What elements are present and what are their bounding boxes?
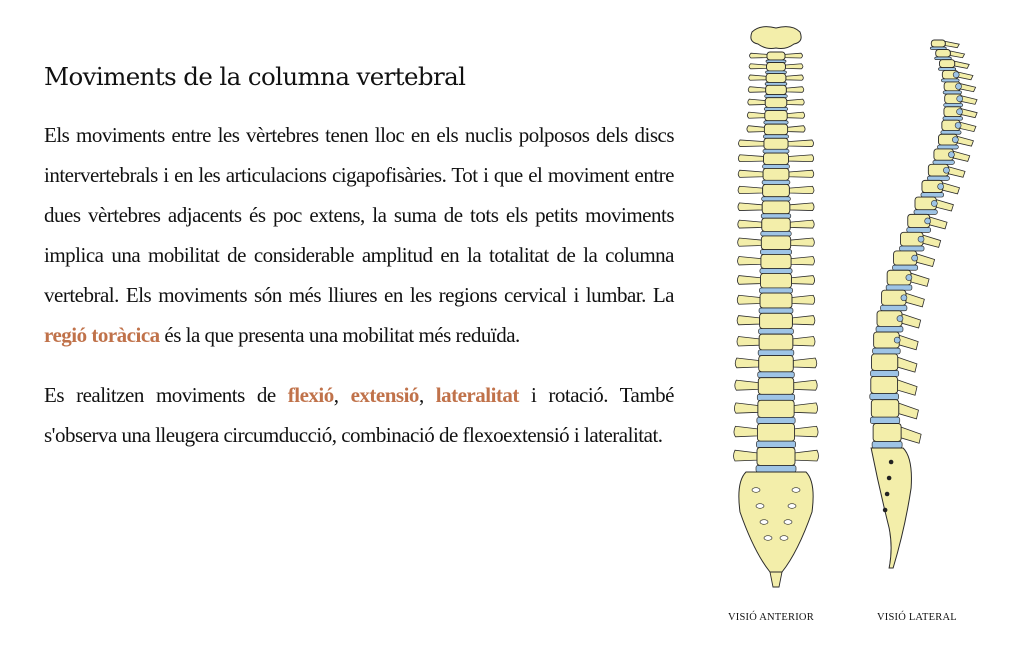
intervertebral-disc (757, 394, 794, 400)
spine-illustration (730, 20, 1000, 620)
vertebra-body-lateral (931, 40, 945, 47)
transverse-process-left (738, 155, 763, 162)
transverse-process-right (791, 238, 815, 246)
foramen (901, 295, 907, 301)
transverse-process-right (787, 112, 805, 118)
spinous-process (898, 357, 917, 372)
paragraph-2 (44, 375, 674, 455)
transverse-process-right (786, 87, 804, 93)
vertebra-body (762, 201, 790, 214)
transverse-process-right (789, 186, 814, 193)
transverse-process-right (788, 155, 813, 162)
spinous-process (953, 151, 969, 161)
transverse-process-left (737, 295, 760, 304)
intervertebral-disc (764, 107, 787, 110)
intervertebral-disc (757, 417, 795, 423)
atlas-vertebra (751, 27, 801, 49)
caption-anterior-view: VISIÓ ANTERIOR (728, 612, 814, 623)
transverse-process-left (738, 257, 761, 265)
intervertebral-disc (760, 268, 792, 273)
intervertebral-disc (760, 250, 791, 255)
intervertebral-disc (759, 288, 792, 293)
vertebra-body (758, 378, 793, 395)
transverse-process-left (734, 450, 758, 461)
sacral-foramen (889, 460, 894, 465)
transverse-process-right (794, 380, 818, 390)
intervertebral-disc-lateral (907, 228, 931, 233)
intervertebral-disc (762, 180, 790, 184)
spinous-process (950, 51, 964, 58)
foramen (943, 167, 949, 173)
vertebra-body-lateral (872, 354, 898, 371)
foramen (918, 236, 924, 242)
foramen (952, 137, 958, 143)
vertebra-body (757, 424, 794, 442)
transverse-process-left (749, 75, 767, 80)
transverse-process-right (787, 99, 805, 105)
intervertebral-disc (756, 466, 796, 473)
foramen (894, 337, 900, 343)
spinous-process (906, 293, 924, 307)
spinous-process (955, 61, 970, 68)
spinous-process (945, 41, 959, 47)
highlight-extension[interactable]: extensió (350, 383, 419, 407)
spinous-process (957, 136, 973, 146)
foramen (957, 109, 963, 115)
intervertebral-disc (762, 197, 791, 201)
intervertebral-disc (763, 135, 788, 139)
transverse-process-left (735, 358, 759, 368)
vertebra-body (767, 52, 785, 60)
paragraph-1-text: Els moviments entre les vèrtebres tenen lloc en els nuclis polposos dels discs intervertebrals i en les articulacions cigapofisàries. Tot i que el moviment entre dues vèrtebres adjacents és poc extens, la suma de tots els petits moviments implica una mobilitat de considerable amplitud en la totalitat de la columna vertebral. Els moviments són més lliures en les regions cervical i lumbar. La (44, 123, 674, 307)
foramen (956, 83, 962, 89)
spinous-process (962, 96, 977, 104)
spinous-process (936, 200, 953, 211)
sacrum (739, 472, 813, 572)
transverse-process-left (748, 87, 766, 93)
vertebra-body (761, 254, 791, 268)
spinous-process (911, 273, 929, 286)
transverse-process-right (791, 257, 814, 265)
vertebra-body (764, 153, 789, 164)
vertebra-body-lateral (936, 50, 951, 57)
transverse-process-left (747, 126, 765, 132)
coccyx (770, 572, 782, 587)
intervertebral-disc (759, 308, 793, 313)
spine-anterior-view (734, 27, 819, 587)
foramen (955, 122, 961, 128)
transverse-process-right (785, 53, 803, 58)
paragraph-2-text: Es realitzen moviments de (44, 383, 288, 407)
foramen (953, 72, 959, 78)
intervertebral-disc-lateral (941, 131, 961, 135)
foramen (897, 316, 903, 322)
intervertebral-disc-lateral (893, 265, 918, 270)
vertebra-body (767, 63, 786, 71)
intervertebral-disc-lateral (941, 79, 959, 82)
spinous-process (961, 84, 976, 92)
transverse-process-left (738, 140, 764, 147)
intervertebral-disc-lateral (871, 370, 899, 376)
vertebra-body (766, 85, 787, 94)
intervertebral-disc (763, 165, 790, 169)
intervertebral-disc-lateral (886, 285, 912, 290)
vertebra-body (765, 98, 786, 108)
spinous-process (917, 254, 935, 267)
transverse-process-right (793, 337, 815, 346)
page-title: Moviments de la columna vertebral (44, 62, 466, 91)
highlight-laterality[interactable]: lateralitat (435, 383, 519, 407)
sacral-foramen (885, 492, 890, 497)
transverse-process-right (795, 426, 819, 437)
transverse-process-left (738, 170, 763, 177)
intervertebral-disc-lateral (944, 103, 963, 106)
intervertebral-disc (761, 231, 791, 236)
vertebra-body (758, 400, 794, 417)
highlight-flexion[interactable]: flexió (287, 383, 334, 407)
spinous-process (960, 122, 976, 131)
transverse-process-left (748, 99, 766, 105)
intervertebral-disc-lateral (914, 210, 937, 215)
paragraph-1 (44, 115, 674, 355)
intervertebral-disc (758, 372, 795, 378)
separator-2: , (418, 383, 436, 407)
intervertebral-disc-lateral (872, 442, 902, 449)
vertebra-body (760, 313, 793, 328)
foramen (906, 275, 912, 281)
intervertebral-disc (763, 149, 789, 153)
sacral-foramen (887, 476, 892, 481)
intervertebral-disc-lateral (881, 305, 907, 310)
transverse-process-right (785, 64, 803, 69)
transverse-process-right (793, 358, 817, 368)
transverse-process-left (734, 403, 758, 413)
intervertebral-disc (759, 329, 794, 334)
foramen (912, 255, 918, 261)
vertebra-body-lateral (871, 400, 898, 418)
vertebra-body (765, 111, 787, 121)
intervertebral-disc-lateral (870, 394, 899, 400)
transverse-process-right (792, 276, 815, 285)
vertebra-body (764, 138, 788, 149)
spinous-process (923, 235, 941, 247)
transverse-process-left (738, 186, 763, 193)
caption-lateral-view: VISIÓ LATERAL (877, 612, 957, 623)
transverse-process-right (786, 75, 804, 80)
vertebra-body (757, 448, 795, 466)
intervertebral-disc (756, 441, 795, 447)
vertebra-body-lateral (939, 60, 954, 68)
spinous-process (899, 335, 918, 349)
transverse-process-left (749, 64, 766, 69)
vertebra-body (766, 74, 786, 83)
spinous-process (899, 403, 919, 419)
vertebra-body (763, 168, 789, 180)
sacrum-lateral (871, 448, 911, 568)
transverse-process-right (794, 403, 818, 413)
transverse-process-left (737, 316, 760, 325)
transverse-process-left (738, 203, 762, 211)
vertebra-body (763, 184, 790, 196)
vertebra-body-lateral (873, 424, 901, 442)
intervertebral-disc (764, 121, 788, 124)
spinous-process (948, 167, 965, 178)
transverse-process-right (790, 220, 814, 228)
foramen (925, 218, 931, 224)
transverse-process-right (792, 295, 815, 304)
spine-lateral-view (870, 40, 977, 568)
highlight-thoracic-region[interactable]: regió toràcica (44, 323, 160, 347)
spinous-process (898, 380, 917, 395)
transverse-process-right (795, 450, 819, 461)
intervertebral-disc-lateral (873, 348, 901, 354)
transverse-process-right (789, 170, 814, 177)
transverse-process-left (738, 220, 762, 228)
spinous-process (902, 314, 921, 328)
intervertebral-disc-lateral (870, 417, 899, 423)
intervertebral-disc-lateral (921, 193, 944, 197)
intervertebral-disc-lateral (943, 117, 963, 121)
intervertebral-disc-lateral (900, 246, 925, 251)
intervertebral-disc (758, 350, 794, 356)
spinous-process (943, 183, 960, 194)
spinous-process (958, 72, 973, 80)
vertebra-body-lateral (871, 376, 898, 393)
transverse-process-left (747, 112, 765, 118)
intervertebral-disc-lateral (876, 326, 903, 332)
transverse-process-right (792, 316, 815, 325)
intervertebral-disc-lateral (943, 91, 961, 94)
intervertebral-disc-lateral (927, 176, 949, 180)
transverse-process-left (735, 380, 759, 390)
spinous-process (962, 109, 978, 118)
intervertebral-disc-lateral (937, 145, 958, 149)
vertebra-body (762, 218, 790, 231)
transverse-process-right (788, 126, 806, 132)
transverse-process-right (790, 203, 814, 211)
transverse-process-right (788, 140, 814, 147)
foramen (931, 200, 937, 206)
foramen (938, 184, 944, 190)
intervertebral-disc (765, 95, 788, 98)
separator-1: , (333, 383, 351, 407)
spinous-process (901, 427, 921, 443)
vertebra-body (759, 356, 794, 372)
spinous-process (930, 217, 947, 229)
paragraph-1-text-end: és la que presenta una mobilitat més reduïda. (159, 323, 520, 347)
vertebra-body (760, 293, 792, 308)
vertebra-body (760, 273, 791, 288)
foramen (948, 152, 954, 158)
vertebra-body (764, 124, 787, 135)
vertebra-body (759, 334, 793, 350)
transverse-process-left (750, 53, 768, 58)
sacral-foramen (883, 508, 888, 513)
transverse-process-left (734, 426, 758, 437)
vertebra-body (761, 236, 790, 250)
transverse-process-left (737, 276, 760, 285)
intervertebral-disc (761, 214, 791, 218)
foramen (957, 96, 963, 102)
intervertebral-disc-lateral (933, 160, 954, 164)
transverse-process-left (737, 337, 759, 346)
paragraph-2-text-end: i rotació. També s'observa una lleugera circumducció, combinació de flexoextensió i lateralitat. (44, 383, 675, 447)
content-column (44, 62, 674, 475)
transverse-process-left (738, 238, 762, 246)
